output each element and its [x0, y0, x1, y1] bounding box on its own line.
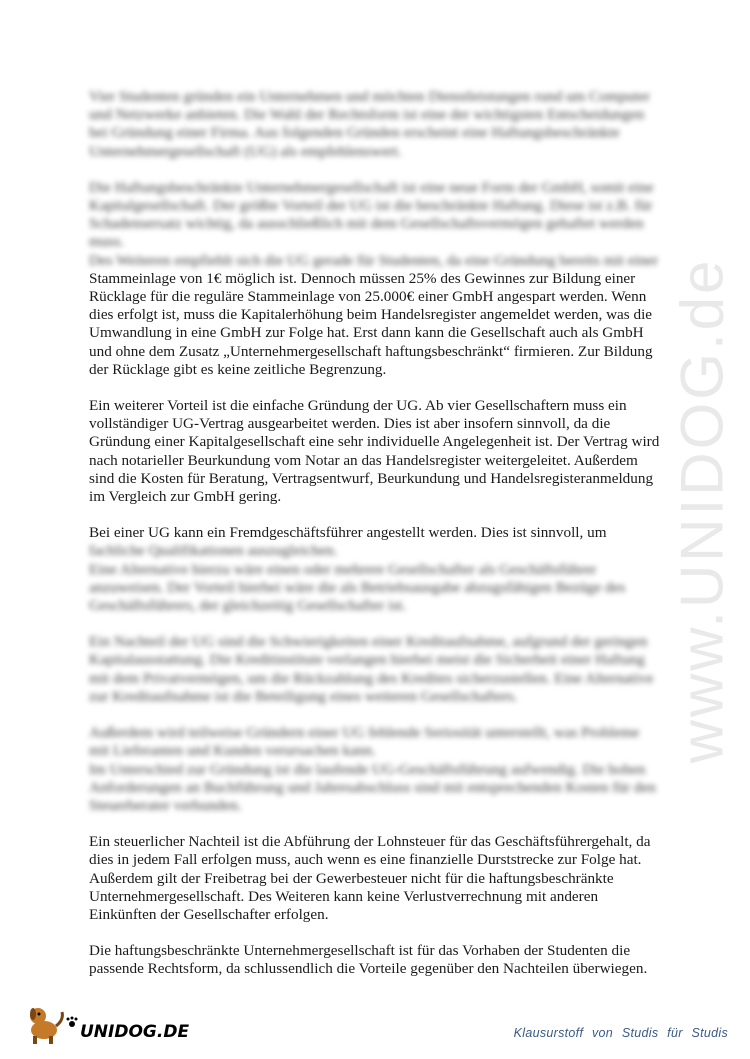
- text-line: mit Lieferanten und Kunden verursachen kann.: [89, 742, 376, 760]
- tagline-word: für: [667, 1026, 683, 1040]
- text-line: Kapitalausstattung. Die Kreditinstitute verlangen hierbei meist die Sicherheit einer Haftung: [89, 651, 645, 669]
- text-line: Ein steuerlicher Nachteil ist die Abführung der Lohnsteuer für das Geschäftsführergehalt, da: [89, 833, 651, 851]
- text-line: Geschäftsführers, der gleichzeitig Gesellschafter ist.: [89, 597, 407, 615]
- text-line: Stammeinlage von 1€ möglich ist. Dennoch müssen 25% des Gewinnes zur Bildung einer: [89, 269, 636, 287]
- text-line: nach notarieller Beurkundung vom Notar an das Handelsregister weitergeleitet. Außerdem: [89, 451, 638, 469]
- text-line: Bei einer UG kann ein Fremdgeschäftsführer angestellt werden. Dies ist sinnvoll, um: [89, 524, 607, 542]
- text-line: passende Rechtsform, da schlussendlich die Vorteile gegenüber den Nachteilen überwiegen.: [89, 960, 648, 978]
- tagline-word: von: [592, 1026, 614, 1040]
- text-line: Außerdem wird teilweise Gründern einer UG fehlende Seriosität unterstellt, was Probleme: [89, 724, 640, 742]
- text-line: mit dem Privatvermögen, um die Rückzahlung des Kredites sicherzustellen. Eine Alternative: [89, 669, 654, 687]
- paragraph-capital: [89, 270, 655, 379]
- text-line: Vier Studenten gründen ein Unternehmen und möchten Dienstleistungen rund um Computer: [89, 88, 650, 105]
- unidog-logo[interactable]: [24, 990, 204, 1050]
- text-line: Ein Nachteil der UG sind die Schwierigkeiten einer Kreditaufnahme, aufgrund der geringen: [89, 633, 648, 651]
- paragraph-conclusion: [89, 942, 655, 978]
- text-line: Gründung einer Kapitalgesellschaft eine sehr individuelle Angelegenheit ist. Der Vertrag wird: [89, 433, 660, 451]
- footer-tagline: [514, 1026, 728, 1040]
- text-line: Ein weiterer Vorteil ist die einfache Gründung der UG. Ab vier Gesellschaftern muss ein: [89, 397, 627, 415]
- logo-text: UNIDOG.DE: [80, 1022, 190, 1042]
- text-line: Anforderungen an Buchführung und Jahresabschluss sind mit entsprechenden Kosten für den: [89, 778, 656, 796]
- paragraph-formation: [89, 397, 660, 506]
- paragraph-seriousness: [89, 724, 655, 815]
- text-line: und ohne dem Zusatz „Unternehmergesellschaft haftungsbeschränkt“ firmieren. Zur Bildung: [89, 342, 653, 360]
- text-line: Steuerberater verbunden.: [89, 796, 242, 814]
- watermark: [652, 250, 750, 770]
- text-line: dies erfolgt ist, muss die Kapitalerhöhung beim Handelsregister angemeldet werden, was die: [89, 306, 653, 324]
- text-line: Einkünften der Gesellschafter erfolgen.: [89, 905, 329, 923]
- text-line: im Vergleich zur GmbH gering.: [89, 488, 282, 506]
- text-line: muss.: [89, 233, 125, 251]
- text-line: Umwandlung in eine GmbH zur Folge hat. Erst dann kann die Gesellschaft auch als GmbH: [89, 324, 644, 342]
- text-line: Außerdem gilt der Freibetrag bei der Gewerbesteuer nicht für die haftungsbeschränkte: [89, 869, 614, 887]
- text-line: Unternehmergesellschaft. Des Weiteren kann keine Verlustverrechnung mit anderen: [89, 887, 599, 905]
- text-line: sind die Kosten für Beratung, Vertragsentwurf, Beurkundung und Handelsregisteranmeldung: [89, 469, 654, 487]
- paragraph-manager: [89, 524, 655, 542]
- text-line: Schadensersatz wichtig, da ausschließlich mit dem Gesellschaftsvermögen gehaftet werden: [89, 215, 644, 233]
- text-line: Rücklage für die reguläre Stammeinlage von 25.000€ einer GmbH angespart werden. Wenn: [89, 288, 647, 306]
- text-line: vollständiger UG-Vertrag ausgearbeitet werden. Dies ist aber insofern sinnvoll, da die: [89, 415, 611, 433]
- dog-icon: [30, 1008, 62, 1044]
- text-line: Kapitalgesellschaft. Der größte Vorteil der UG ist die beschränkte Haftung. Diese ist z.B. für: [89, 197, 653, 215]
- text-line: Des Weiteren empfiehlt sich die UG gerade für Studenten, da eine Gründung bereits mit einer: [89, 251, 659, 269]
- text-line: und Netzwerke anbieten. Die Wahl der Rechtsform ist eine der wichtigsten Entscheidungen: [89, 106, 645, 124]
- text-line: anzuweisen. Der Vorteil hierbei wäre die als Betriebsausgabe abzugsfähigen Bezüge des: [89, 578, 626, 596]
- text-line: fachliche Qualifikationen auszugleichen.: [89, 542, 338, 560]
- paragraph-manager-alt: [89, 542, 655, 615]
- text-line: Im Unterschied zur Gründung ist die laufende UG-Geschäftsführung aufwendig. Die hohen: [89, 760, 646, 778]
- text-line: Eine Alternative hierzu wäre einen oder mehrere Gesellschafter als Geschäftsführer: [89, 560, 597, 578]
- document-body: [89, 88, 660, 997]
- paw-icon: [67, 1017, 78, 1028]
- text-line: der Rücklage gibt es keine zeitliche Begrenzung.: [89, 360, 387, 378]
- paragraph-intro: [89, 88, 655, 161]
- tagline-word: Studis: [621, 1026, 659, 1040]
- text-line: Die Haftungsbeschränkte Unternehmergesellschaft ist eine neue Form der GmbH, somit eine: [89, 178, 654, 196]
- paragraph-liability: [89, 178, 659, 270]
- text-line: bei Gründung einer Firma. Aus folgenden Gründen erscheint eine Haftungsbeschränkte: [89, 124, 620, 142]
- text-line: dies in jedem Fall erfolgen muss, auch wenn es eine finanzielle Durststrecke zur Folge hat.: [89, 851, 642, 869]
- tagline-word: Studis: [691, 1026, 728, 1040]
- text-line: zur Kreditaufnahme ist die Beteiligung eines weiteren Gesellschafters.: [89, 687, 518, 705]
- text-line: Unternehmergesellschaft (UG) als empfehlenswert.: [89, 142, 402, 160]
- text-line: Die haftungsbeschränkte Unternehmergesellschaft ist für das Vorhaben der Studenten die: [89, 942, 631, 960]
- watermark-text: www.UNIDOG.de: [668, 257, 736, 763]
- tagline-word: Klausurstoff: [513, 1026, 584, 1040]
- paragraph-credit: [89, 633, 655, 706]
- paragraph-tax: [89, 833, 655, 924]
